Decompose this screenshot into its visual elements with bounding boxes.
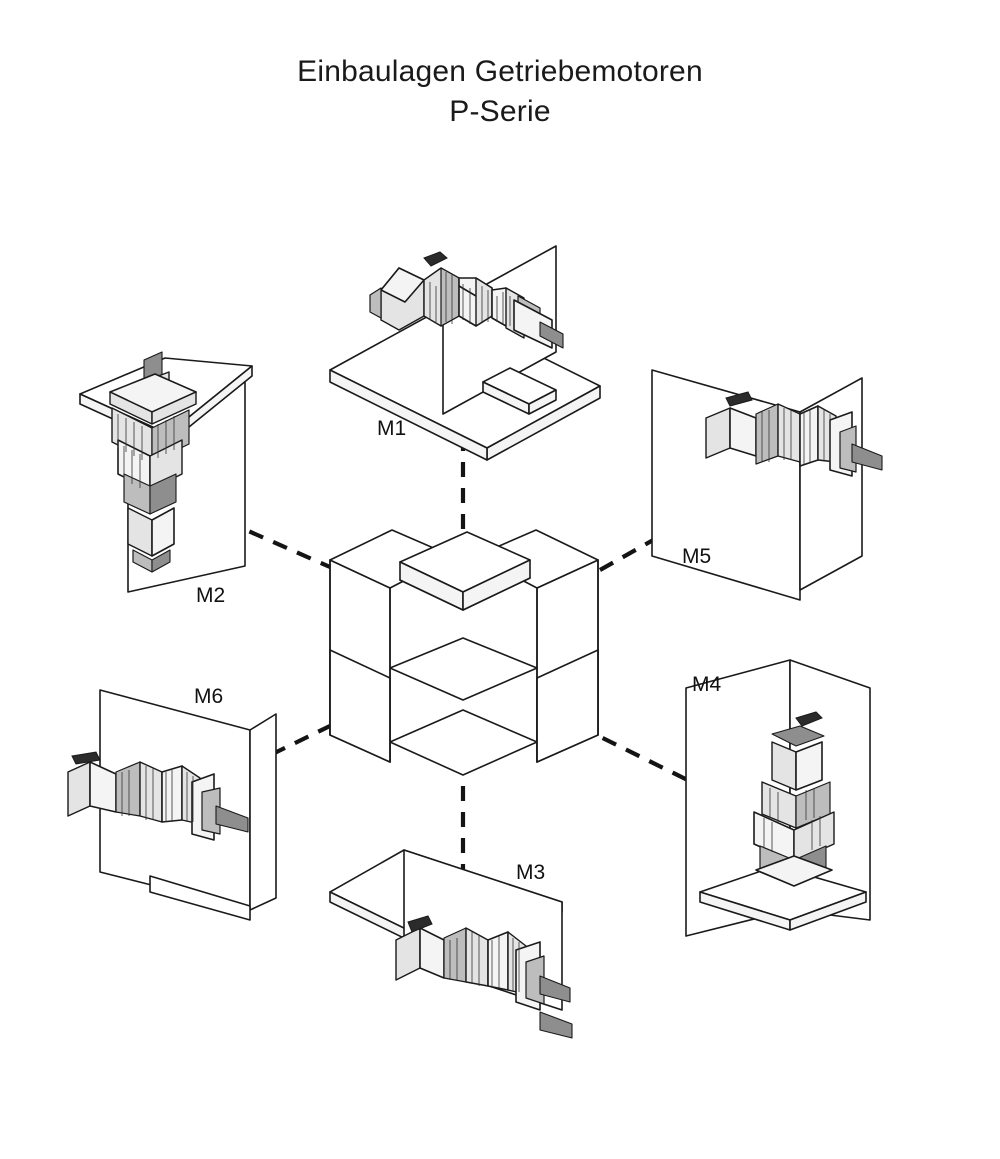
label-m5: M5 (682, 545, 712, 568)
label-m1: M1 (377, 417, 407, 440)
label-m4: M4 (692, 673, 722, 696)
label-m3: M3 (516, 861, 546, 884)
title-line-2: P-Serie (449, 95, 551, 128)
title-line-1: Einbaulagen Getriebemotoren (297, 55, 703, 88)
label-m6: M6 (194, 685, 224, 708)
label-m2: M2 (196, 584, 226, 607)
